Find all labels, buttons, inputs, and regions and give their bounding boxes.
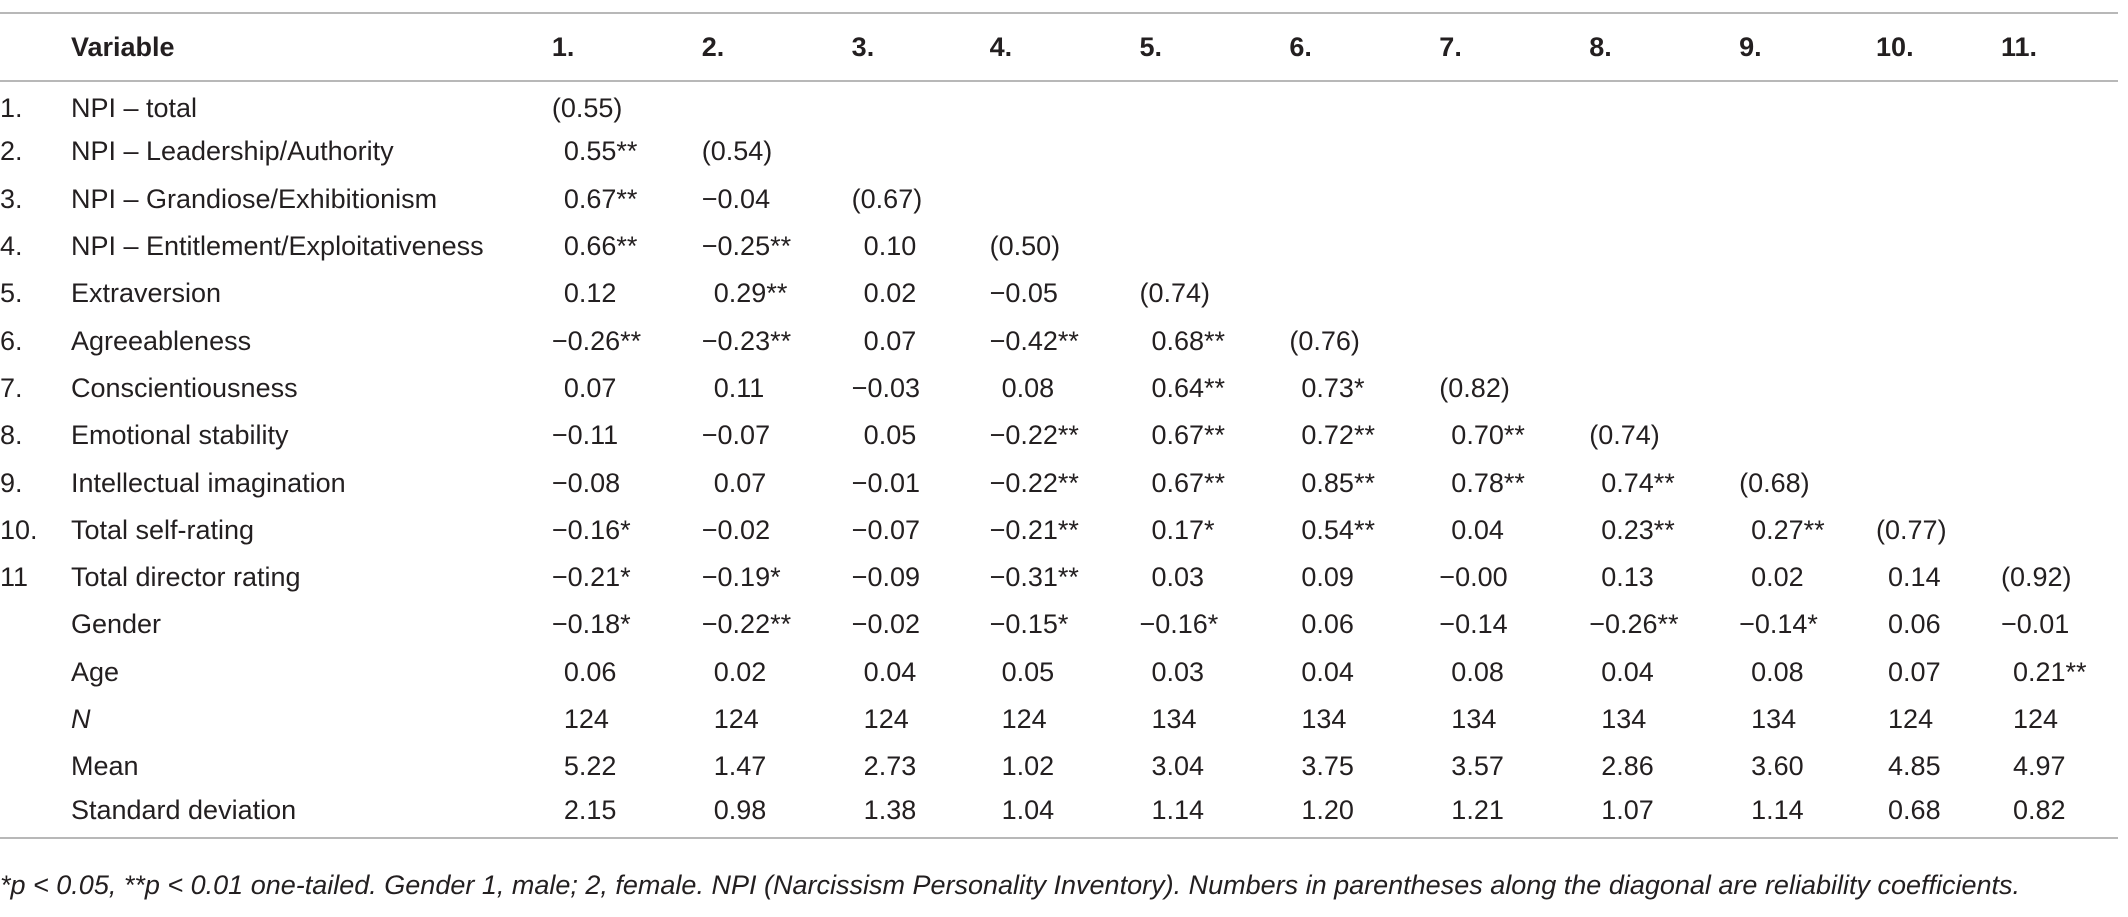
row-number [0, 696, 71, 743]
table-cell: −0.16* [1139, 609, 1219, 640]
table-cell: 1.38 [852, 790, 990, 837]
table-cell: 0.67** [563, 183, 638, 214]
table-cell: 0.03 [1151, 656, 1205, 687]
row-number: 5. [0, 278, 23, 309]
table-cell [1589, 365, 1739, 412]
table-cell: 0.02 [1751, 562, 1804, 593]
table-cell: 0.67** [1151, 467, 1226, 498]
table-cell: −0.02 [851, 609, 920, 640]
row-variable: Standard deviation [71, 790, 552, 837]
table-row [0, 270, 2118, 317]
table-cell: −0.22** [989, 467, 1079, 498]
header-col-1: 1. [552, 13, 702, 81]
table-row [0, 176, 2118, 223]
table-cell [1876, 365, 2001, 412]
table-cell [1289, 176, 1439, 223]
table-cell: (0.67) [851, 183, 923, 214]
table-row [0, 790, 2118, 837]
table-row [0, 223, 2118, 270]
table-cell [1876, 412, 2001, 459]
table-cell: 0.02 [713, 656, 767, 687]
table-cell [1289, 223, 1439, 270]
table-cell [1139, 128, 1289, 175]
table-cell: 0.27** [1751, 514, 1825, 545]
table-cell: 1.14 [1739, 790, 1876, 837]
table-cell [1589, 223, 1739, 270]
table-cell: 0.98 [702, 790, 852, 837]
table-cell: −0.21** [989, 514, 1079, 545]
table-cell: 0.13 [1601, 562, 1654, 593]
row-number: 11 [0, 562, 29, 593]
table-cell: 0.05 [1001, 656, 1055, 687]
table-cell [1876, 176, 2001, 223]
table-cell: 124 [713, 704, 759, 734]
row-number: 2. [0, 136, 23, 167]
table-row [0, 459, 2118, 506]
table-cell: 124 [563, 704, 609, 734]
table-cell [2001, 128, 2118, 175]
table-cell: 134 [1751, 704, 1797, 734]
table-cell: 0.74** [1601, 467, 1675, 498]
row-variable: Intellectual imagination [70, 467, 346, 498]
table-cell: 0.72** [1301, 420, 1375, 451]
table-cell [990, 176, 1140, 223]
table-cell: −0.14 [1439, 609, 1508, 640]
table-cell [2001, 412, 2118, 459]
table-cell: 0.11 [713, 372, 765, 403]
table-cell: −0.04 [701, 183, 771, 214]
table-cell: (0.55) [551, 92, 623, 123]
table-row [0, 507, 2118, 554]
table-footnote: *p < 0.05, **p < 0.01 one-tailed. Gender 1, male; 2, female. NPI (Narcissism Personality Inventory). Numbers in parentheses along the diagonal are reliability coefficients. [0, 870, 2021, 900]
table-cell: 0.82 [2001, 790, 2118, 837]
table-cell: 124 [1001, 704, 1047, 734]
table-cell [2001, 270, 2118, 317]
table-cell: 0.68 [1876, 790, 2001, 837]
table-cell: (0.50) [989, 231, 1061, 262]
table-cell: (0.74) [1139, 278, 1211, 309]
table-cell: 124 [2012, 704, 2059, 734]
table-row [0, 743, 2118, 790]
row-variable: NPI – Grandiose/Exhibitionism [70, 183, 438, 214]
table-cell [1139, 223, 1289, 270]
table-cell: −0.11 [551, 420, 619, 451]
row-number: 6. [0, 325, 23, 356]
row-number: 4. [0, 231, 23, 262]
table-cell: (0.92) [2000, 562, 2072, 593]
table-cell [2001, 176, 2118, 223]
table-cell: 0.70** [1451, 420, 1525, 451]
table-cell: 0.02 [863, 278, 917, 309]
table-row [0, 81, 2118, 128]
row-number: 7. [0, 372, 23, 403]
table-cell [1876, 223, 2001, 270]
table-cell [1589, 81, 1739, 128]
table-cell [1439, 128, 1589, 175]
table-cell: 0.73* [1301, 372, 1365, 403]
table-cell: 0.06 [563, 656, 617, 687]
table-cell: 0.12 [563, 278, 617, 309]
table-row [0, 412, 2118, 459]
table-cell [1876, 81, 2001, 128]
table-cell: −0.26** [551, 325, 642, 356]
table-cell [1589, 270, 1739, 317]
table-cell: −0.23** [701, 325, 792, 356]
table-cell [1289, 270, 1439, 317]
row-variable: Mean [70, 751, 139, 782]
table-cell [1876, 270, 2001, 317]
row-variable: Emotional stability [70, 420, 289, 451]
row-variable: Extraversion [70, 278, 222, 309]
table-cell [1439, 270, 1589, 317]
table-cell: (0.54) [701, 136, 773, 167]
table-cell: 0.55** [563, 136, 638, 167]
table-cell: 3.04 [1151, 751, 1205, 782]
table-cell [1739, 81, 1876, 128]
table-cell: 0.06 [1301, 609, 1354, 640]
table-cell [1439, 223, 1589, 270]
header-col-8: 8. [1589, 13, 1739, 81]
table-cell: −0.21* [551, 562, 631, 593]
table-cell [990, 81, 1140, 128]
table-cell: 0.04 [1301, 656, 1354, 687]
table-cell: −0.07 [701, 420, 771, 451]
table-cell [1139, 176, 1289, 223]
table-cell: (0.68) [1739, 467, 1810, 498]
table-cell: −0.26** [1589, 609, 1679, 640]
table-cell [1739, 270, 1876, 317]
table-cell: 0.04 [863, 656, 917, 687]
table-cell: 134 [1451, 704, 1497, 734]
row-variable: NPI – total [70, 92, 198, 123]
table-cell: −0.09 [851, 562, 920, 593]
table-cell: −0.18* [551, 609, 631, 640]
table-cell: −0.22** [989, 420, 1079, 451]
table-cell [852, 81, 990, 128]
row-number [0, 790, 71, 837]
table-cell: 1.47 [713, 751, 767, 782]
table-cell: 0.21** [2012, 656, 2087, 687]
table-cell: 0.08 [1751, 656, 1804, 687]
table-cell [1289, 81, 1439, 128]
table-cell: 134 [1301, 704, 1347, 734]
table-cell: 1.14 [1139, 790, 1289, 837]
table-cell [2001, 223, 2118, 270]
table-cell: −0.14* [1739, 609, 1818, 640]
table-cell: 3.60 [1751, 751, 1804, 782]
table-cell: −0.07 [851, 514, 920, 545]
table-cell [2001, 317, 2118, 364]
table-cell: 0.29** [713, 278, 788, 309]
table-cell: −0.22** [701, 609, 792, 640]
table-cell: 2.73 [863, 751, 917, 782]
table-cell: −0.02 [701, 514, 771, 545]
table-cell: 0.14 [1888, 562, 1941, 593]
table-cell [1876, 459, 2001, 506]
table-cell [1289, 128, 1439, 175]
table-cell: 2.86 [1601, 751, 1654, 782]
table-cell: 3.57 [1451, 751, 1504, 782]
table-cell: 5.22 [563, 751, 617, 782]
table-cell [1739, 176, 1876, 223]
table-cell: −0.01 [851, 467, 920, 498]
header-col-6: 6. [1289, 13, 1439, 81]
table-cell: (0.74) [1589, 420, 1660, 451]
table-cell: 0.07 [713, 467, 767, 498]
table-cell: (0.76) [1289, 325, 1360, 356]
table-cell: −0.03 [851, 372, 920, 403]
table-row [0, 601, 2118, 648]
table-cell: 4.97 [2012, 751, 2066, 782]
table-cell [2001, 81, 2118, 128]
table-cell: 0.85** [1301, 467, 1375, 498]
header-row [0, 13, 2118, 81]
table-cell: 0.04 [1601, 656, 1654, 687]
row-number [0, 601, 71, 648]
table-cell: 3.75 [1301, 751, 1354, 782]
table-cell: −0.16* [551, 514, 631, 545]
header-col-10: 10. [1876, 13, 2001, 81]
table-cell [1739, 412, 1876, 459]
table-cell: 0.67** [1151, 420, 1226, 451]
table-cell: 0.03 [1151, 562, 1205, 593]
table-cell: −0.01 [2000, 609, 2070, 640]
table-row [0, 365, 2118, 412]
table-body [0, 81, 2118, 838]
row-number: 3. [0, 183, 23, 214]
table-cell: 134 [1151, 704, 1197, 734]
table-cell [2001, 365, 2118, 412]
header-col-9: 9. [1739, 13, 1876, 81]
row-number: 9. [0, 467, 23, 498]
table-cell [2001, 507, 2118, 554]
table-cell: 1.07 [1589, 790, 1739, 837]
table-cell: −0.25** [701, 231, 792, 262]
table-row [0, 649, 2118, 696]
table-cell [1439, 176, 1589, 223]
row-number: 1. [0, 92, 23, 123]
table-cell [1139, 81, 1289, 128]
row-variable: Age [70, 656, 119, 687]
table-cell: 0.06 [1888, 609, 1941, 640]
table-cell: 4.85 [1888, 751, 1941, 782]
table-cell: 0.66** [563, 231, 638, 262]
table-cell: 0.04 [1451, 514, 1504, 545]
table-cell [1739, 128, 1876, 175]
row-number: 10. [0, 514, 38, 545]
table-cell [1876, 128, 2001, 175]
header-col-11: 11. [2001, 13, 2118, 81]
table-cell: 0.07 [1888, 656, 1941, 687]
header-col-7: 7. [1439, 13, 1589, 81]
table-cell: 0.23** [1601, 514, 1675, 545]
table-cell: 0.07 [563, 372, 617, 403]
table-cell: 0.68** [1151, 325, 1226, 356]
table-cell: 124 [863, 704, 909, 734]
table-cell: 1.21 [1439, 790, 1589, 837]
correlation-table [0, 12, 2118, 839]
table-row [0, 128, 2118, 175]
table-cell: −0.31** [989, 562, 1079, 593]
table-cell: 0.10 [863, 231, 917, 262]
table-cell [1439, 317, 1589, 364]
header-variable: Variable [71, 13, 552, 81]
row-number [0, 649, 71, 696]
table-header [0, 13, 2118, 81]
header-col-5: 5. [1139, 13, 1289, 81]
table-row [0, 554, 2118, 601]
row-variable: NPI – Entitlement/Exploitativeness [70, 231, 484, 262]
table-cell: −0.15* [989, 609, 1069, 640]
table-cell: (0.77) [1876, 514, 1947, 545]
header-col-3: 3. [852, 13, 990, 81]
table-cell: 2.15 [552, 790, 702, 837]
table-cell [1589, 128, 1739, 175]
table-cell [1876, 317, 2001, 364]
row-number: 8. [0, 420, 23, 451]
table-cell [1739, 365, 1876, 412]
table-cell: 0.78** [1451, 467, 1525, 498]
table-cell [990, 128, 1140, 175]
table-cell: −0.19* [701, 562, 781, 593]
table-row [0, 696, 2118, 743]
table-cell: 134 [1601, 704, 1647, 734]
table-cell: 0.08 [1451, 656, 1504, 687]
table-cell: (0.82) [1439, 372, 1510, 403]
table-cell [1739, 317, 1876, 364]
row-variable: Conscientiousness [70, 372, 298, 403]
row-variable: Agreeableness [70, 325, 252, 356]
row-variable: Total director rating [70, 562, 301, 593]
table-cell: 0.07 [863, 325, 917, 356]
row-variable: Total self-rating [70, 514, 255, 545]
table-cell [702, 81, 852, 128]
row-variable: NPI – Leadership/Authority [70, 136, 394, 167]
table-row [0, 317, 2118, 364]
row-variable: Gender [70, 609, 162, 640]
table-cell: 0.09 [1301, 562, 1354, 593]
row-number [0, 743, 71, 790]
table-cell [1739, 223, 1876, 270]
table-cell: 124 [1888, 704, 1934, 734]
table-cell: −0.42** [989, 325, 1079, 356]
table-cell [1589, 176, 1739, 223]
table-cell [1589, 317, 1739, 364]
table-cell: 1.04 [990, 790, 1140, 837]
header-col-4: 4. [990, 13, 1140, 81]
table-cell [852, 128, 990, 175]
table-cell [1439, 81, 1589, 128]
table-cell: −0.05 [989, 278, 1058, 309]
table-cell: 0.05 [863, 420, 917, 451]
table-cell: 0.08 [1001, 372, 1055, 403]
table-cell: −0.00 [1439, 562, 1508, 593]
header-col-2: 2. [702, 13, 852, 81]
table-cell: 1.02 [1001, 751, 1055, 782]
table-cell: −0.08 [551, 467, 621, 498]
table-cell: 0.17* [1151, 514, 1215, 545]
table-cell: 0.54** [1301, 514, 1375, 545]
table-cell: 0.64** [1151, 372, 1226, 403]
header-num [0, 13, 71, 81]
table-cell [2001, 459, 2118, 506]
row-variable: N [70, 704, 91, 734]
table-cell: 1.20 [1289, 790, 1439, 837]
